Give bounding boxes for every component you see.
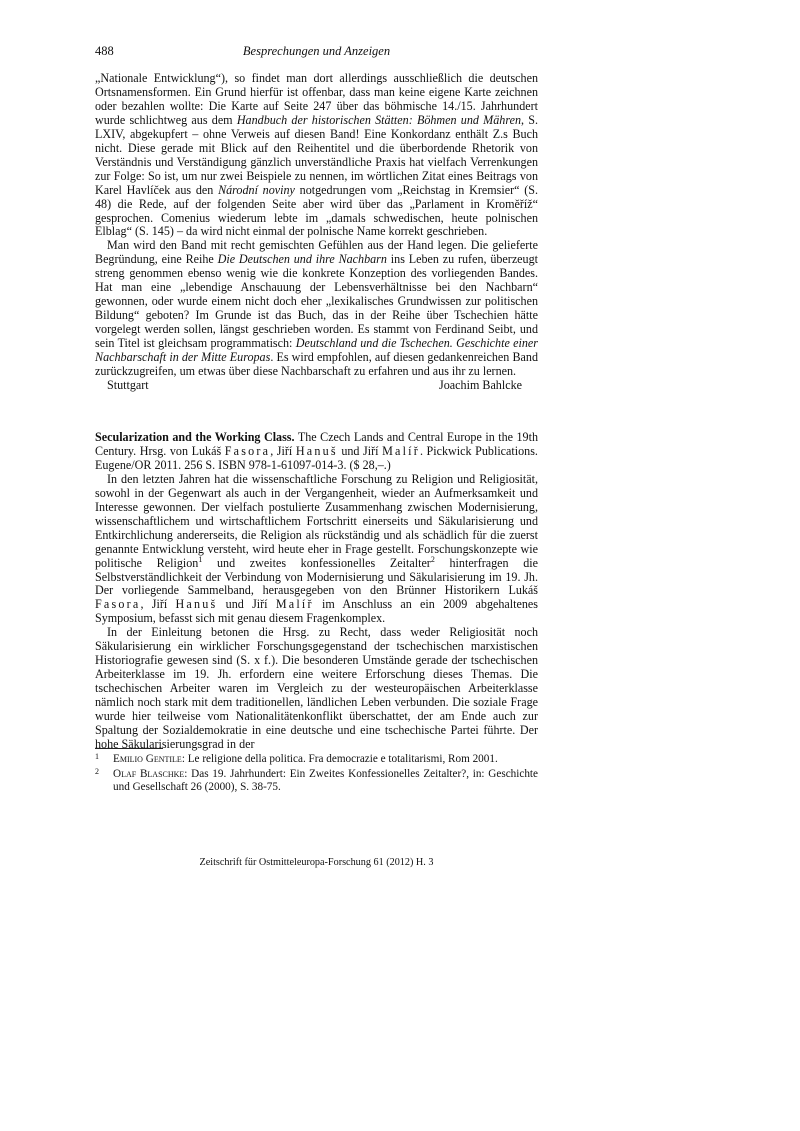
italic-title: Die Deutschen und ihre Nachbarn [217,252,387,267]
footnotes [95,753,538,796]
editor-name: Hanuš [295,443,338,458]
editor-name: Malíř [382,443,420,458]
italic-title: Handbuch der historischen Stätten: Böhmen und Mähren [236,112,522,127]
footnote-number: 2 [95,766,99,776]
journal-footer: Zeitschrift für Ostmitteleuropa-Forschung 61 (2012) H. 3 [199,857,434,868]
footnote-rule [95,748,163,749]
review-body [95,431,538,752]
page-number: 488 [95,44,114,58]
footnote: 1 Emilio Gentile: Le religione della politica. Fra democrazie e totalitarismi, Rom 2001. [95,752,498,765]
paragraph: In den letzten Jahren hat die wissenschaftliche Forschung zu Religion und Religiosität, sowohl in der Gegenwart als auch in der Vergangenheit, wieder an Aufmerksamkeit und Interesse gewonnen. Der vielfach postulierte Zusammenhang zwischen Modernisierung, wissenschaftlichem und wirtschaftlichem Fortschritt einerseits und Säkularisierung und Entkirchlichung andererseits, die Religion als rückständig und als schädlich für die zuerst genannte Entwicklung versteht, wird heute eher in Frage gestellt. Forschungskonzepte wie politische Religion$^1$ und zweites konfessionelles Zeitalter$^2$ hinterfragen die Selbstverständlichkeit der Verbindung von Modernisierung und Säkularisierung im 19. Jh. Der vorliegende Sammelband, herausgegeben von den Brünner Historikern Lukáš Fasora, Jiří Hanuš und Jiří Malíř im Anschluss an ein 2009 abgehaltenes Symposium, befasst sich mit genau diesem Fragenkomplex. [95,471,539,626]
footnote-author: Olaf Blaschke [113,767,185,780]
reviewer-place: Stuttgart [107,377,149,392]
footnote-number: 1 [95,752,99,761]
editor-name: Malíř [275,597,314,612]
footnote-mark: 1 [198,554,203,564]
paragraph: In der Einleitung betonen die Hrsg. zu Recht, dass weder Religiosität noch Säkularisierung ein wirklicher Forschungsgegenstand der tschechischen marxistischen Historiografie gewesen sind (S. x f.). Die besonderen Umstände gerade der tschechischen Arbeiterklasse im 19. Jh. erfordern eine weitere Erforschung dieses Themas. Die tschechischen Arbeiter waren im Vergleich zu der westeuropäischen Arbeiterklasse nämlich noch stark mit dem traditionellen, ländlichen Leben verbunden. Die soziale Frage wurde hier teilweise vom Nationalitätenkonflikt überschattet, der am Ende auch zur Spaltung der Sozialdemokratie in eine deutsche und eine tschechische Partei führte. Der hohe Säkularisierungsgrad in der [95,625,538,751]
editor-name: Fasora [224,443,271,458]
italic-title: Národní noviny [218,182,295,197]
footnote-author: Emilio Gentile [113,753,182,765]
editor-name: Fasora [95,597,141,612]
review-bibliography: Secularization and the Working Class. The Czech Lands and Central Europe in the 19th Century. Hrsg. von Lukáš Fasora, Jiří Hanuš und Jiří Malíř. Pickwick Publications. Eugene/OR 2011. 256 S. ISBN 978-1-61097-014-3. ($ 28,–.) [95,430,538,472]
footnote: 2 Olaf Blaschke: Das 19. Jahrhundert: Ein Zweites Konfessionelles Zeitalter?, in: Geschichte und Gesellschaft 26 (2000), S. 38-75. [95,766,538,793]
reviewer-name: Joachim Bahlcke [439,377,522,392]
review-title: Secularization and the Working Class. [95,430,295,444]
editor-name: Hanuš [175,597,218,612]
italic-title: Deutschland und die Tschechen. Geschichte einer Nachbarschaft in der Mitte Europas [95,336,539,365]
running-title: Besprechungen und Anzeigen [242,44,391,58]
footnote-mark: 2 [430,554,435,564]
previous-review-body [95,72,538,393]
paragraph: Man wird den Band mit recht gemischten Gefühlen aus der Hand legen. Die gelieferte Begründung, eine Reihe Die Deutschen und ihre Nachbarn ins Leben zu rufen, überzeugt streng genommen ebenso wenig wie die konkrete Konzeption des vorliegenden Bandes. Hat man eine „lebendige Anschauung der Lebensverhältnisse bei den Nachbarn“ gewonnen, oder wurde einem nicht doch eher „lexikalisches Grundwissen zur politischen Bildung“ geboten? Im Grunde ist das Buch, das in der Reihe über Tschechien hätte vorgelegt werden sollen, längst geschrieben worden. Es stammt von Ferdinand Seibt, und sein Titel ist gleichsam programmatisch: Deutschland und die Tschechen. Geschichte einer Nachbarschaft in der Mitte Europas. Es wird empfohlen, auf diesen gedankenreichen Band zurückzugreifen, um etwas über diese Nachbarschaft zu erfahren und aus ihr zu lernen. [95,238,539,379]
paragraph: „Nationale Entwicklung“), so findet man dort allerdings ausschließlich die deutschen Ortsnamensformen. Ein Grund hierfür ist offenbar, dass man keine eigene Karte zeichnen oder bezahlen wollte: Die Karte auf Seite 247 über das böhmische 14./15. Jahrhundert wurde schlichtweg aus dem Handbuch der historischen Stätten: Böhmen und Mähren, S. LXIV, abgekupfert – ohne Verweis auf diesen Band! Eine Konkordanz enthält Z.s Buch nicht. Diese gerade mit Blick auf den Reihentitel und die überbordende Rhetorik von Verständnis und Verständigung gänzlich unverständliche Praxis hat vielfach Verrenkungen zur Folge: So ist, um nur zwei Beispiele zu nennen, im wörtlichen Zitat eines Beitrags von Karel Havlíček aus den Národní noviny notgedrungen vom „Reichstag in Kremsier“ (S. 48) die Rede, auf der folgenden Seite aber wird über das „Parlament in Kroměříž“ gesprochen. Comenius wiederum lebte im „damals schwedischen, heute polnischen Elblag“ (S. 145) – da wird nicht einmal der polnische Name korrekt geschrieben. [95,71,539,239]
signature-line [95,379,538,393]
running-header [95,44,538,62]
